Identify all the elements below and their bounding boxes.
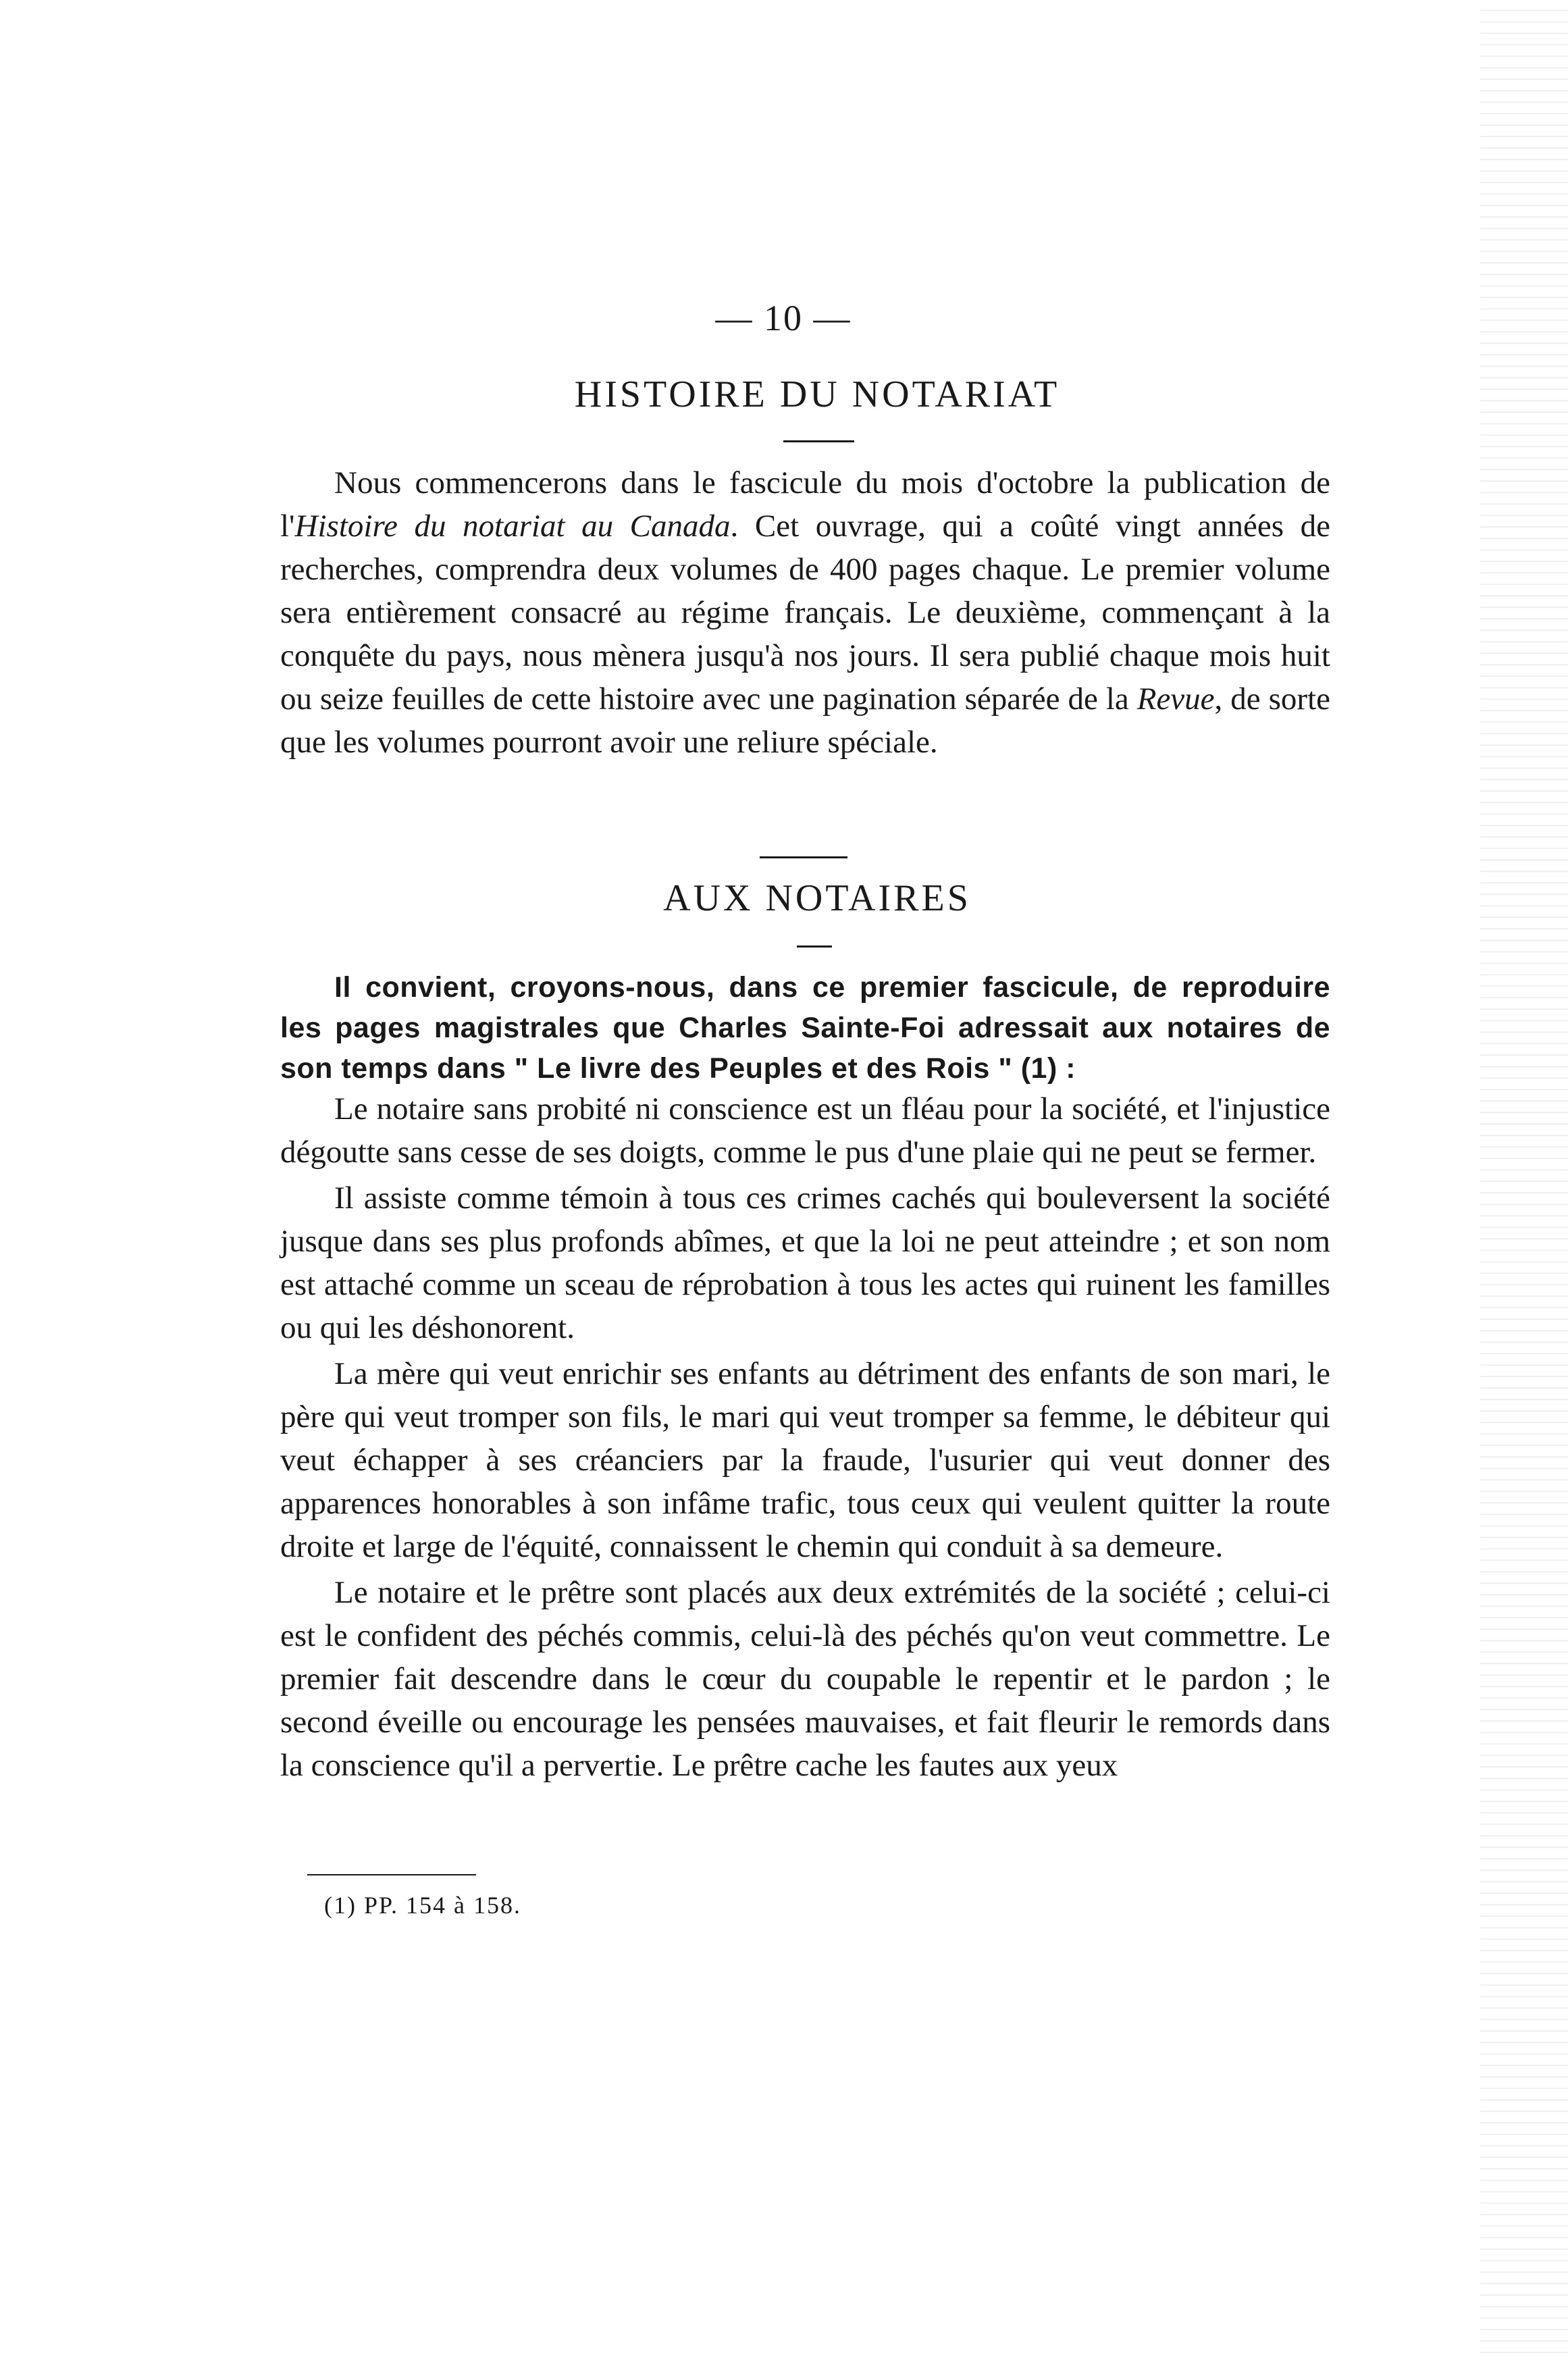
- quote-paragraph: Le notaire sans probité ni conscience est un fléau pour la société, et l'injustice dégoutte sans cesse de ses doigts, comme le pus d'une plaie qui ne peut se fermer.: [280, 1091, 1330, 1170]
- quote-paragraph: La mère qui veut enrichir ses enfants au détriment des enfants de son mari, le père qui veut tromper son fils, le mari qui veut tromper sa femme, le débiteur qui veut échapper à ses créanciers par la fraude, l'usurier qui veut donner des apparences honorables à son infâme trafic, tous ceux qui veulent quitter la route droite et large de l'équité, connaissent le chemin qui conduit à sa demeure.: [280, 1356, 1330, 1564]
- paragraph-text: . Cet ouvrage, qui a coûté vingt années de recherches, comprendra deux volumes de 400 pages chaque. Le premier volume sera entièrement consacré au régime français. Le deuxième, commençant à la conquête du pays, nous mènera jusqu'à nos jours. Il sera publié chaque mois huit ou seize feuilles de cette histoire avec une pagination séparée de la: [280, 509, 1330, 717]
- scan-edge-noise: [1480, 0, 1568, 2357]
- section-title-histoire: HISTOIRE DU NOTARIAT: [574, 373, 1060, 415]
- intro-paragraph: [280, 967, 1330, 1089]
- footnote-rule: [307, 1874, 476, 1875]
- quote-block: [280, 1087, 1330, 1790]
- title-rule: [797, 946, 832, 948]
- page-number: — 10 —: [715, 298, 852, 338]
- quote-paragraph: Le notaire et le prêtre sont placés aux deux extrémités de la société ; celui-ci est le confident des péchés commis, celui-là des péchés qu'on veut commettre. Le premier fait descendre dans le cœur du coupable le repentir et le pardon ; le second éveille ou encourage les pensées mauvaises, et fait fleurir le remords dans la conscience qu'il a pervertie. Le prêtre cache les fautes aux yeux: [280, 1575, 1330, 1783]
- title-rule: [783, 440, 854, 442]
- section-title-aux-notaires: AUX NOTAIRES: [663, 877, 971, 919]
- paragraph-histoire: [280, 461, 1330, 764]
- intro-text: Il convient, croyons-nous, dans ce premier fascicule, de reproduire les pages magistrales que Charles Sainte-Foi adressait aux notaires de son temps dans " Le livre des Peuples et des Rois " (1) :: [280, 971, 1330, 1085]
- quote-paragraph: Il assiste comme témoin à tous ces crimes cachés qui bouleversent la société jusque dans ses plus profonds abîmes, et que la loi ne peut atteindre ; et son nom est attaché comme un sceau de réprobation à tous les actes qui ruinent les familles ou qui les déshonorent.: [280, 1181, 1330, 1345]
- revue-title: Revue: [1136, 681, 1215, 717]
- book-title: Histoire du notariat au Canada: [294, 509, 731, 544]
- paragraph-text: , de sorte que les volumes pourront avoir une reliure spéciale.: [280, 681, 1330, 760]
- footnote: (1) PP. 154 à 158.: [324, 1892, 522, 1919]
- section-divider-rule: [760, 856, 847, 858]
- paragraph-text: Nous commencerons dans le fascicule du mois d'octobre la publication de l': [280, 465, 1330, 544]
